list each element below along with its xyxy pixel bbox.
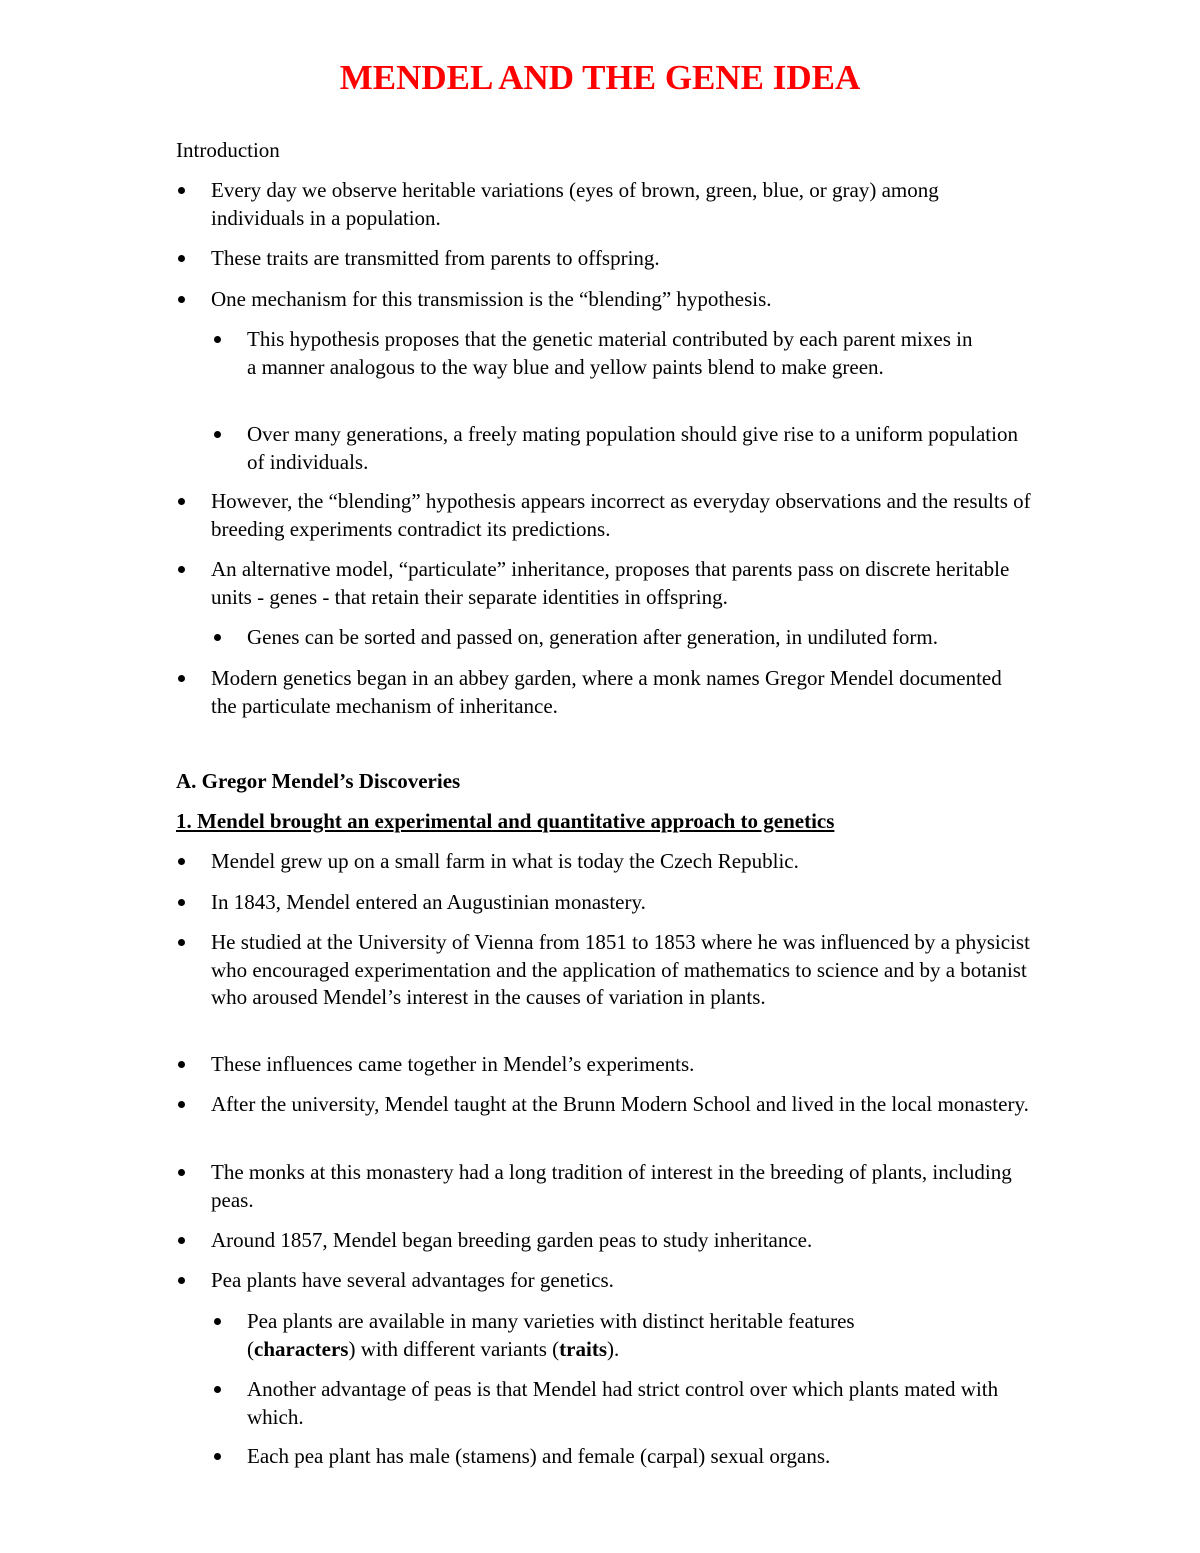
list-item: Each pea plant has male (stamens) and female (carpal) sexual organs. [247, 1443, 1027, 1471]
list-item: One mechanism for this transmission is the “blending” hypothesis. [211, 286, 1031, 314]
bullet-icon [178, 296, 185, 303]
bullet-icon [214, 1386, 221, 1393]
bullet-icon [178, 255, 185, 262]
subsection-heading: 1. Mendel brought an experimental and quantitative approach to genetics [176, 809, 835, 833]
varieties-text: Pea plants are available in many varieties with distinct heritable features (characters) with different variants (traits). [247, 1309, 855, 1361]
section-heading: A. Gregor Mendel’s Discoveries [176, 769, 461, 793]
list-item: After the university, Mendel taught at the Brunn Modern School and lived in the local monastery. [211, 1091, 1031, 1119]
list-item: Modern genetics began in an abbey garden, where a monk names Gregor Mendel documented the particulate mechanism of inheritance. [211, 665, 1031, 720]
list-item: Mendel grew up on a small farm in what is today the Czech Republic. [211, 848, 1031, 876]
term-characters: characters [254, 1336, 349, 1361]
bullet-icon [178, 1237, 185, 1244]
bullet-icon [178, 187, 185, 194]
bullet-icon [178, 858, 185, 865]
list-item: The monks at this monastery had a long tradition of interest in the breeding of plants, including peas. [211, 1159, 1031, 1214]
list-item: This hypothesis proposes that the genetic material contributed by each parent mixes in a manner analogous to the way blue and yellow paints blend to make green. [247, 326, 987, 381]
list-item: However, the “blending” hypothesis appears incorrect as everyday observations and the results of breeding experiments contradict its predictions. [211, 488, 1031, 543]
bullet-icon [178, 566, 185, 573]
list-item: Around 1857, Mendel began breeding garden peas to study inheritance. [211, 1227, 1031, 1255]
list-item: Another advantage of peas is that Mendel had strict control over which plants mated with which. [247, 1376, 1007, 1431]
bullet-icon [178, 1061, 185, 1068]
list-item [247, 1308, 967, 1363]
list-item: Every day we observe heritable variations (eyes of brown, green, blue, or gray) among individuals in a population. [211, 177, 1031, 232]
bullet-icon [178, 1169, 185, 1176]
bullet-icon [178, 1101, 185, 1108]
introduction-heading: Introduction [176, 138, 280, 162]
bullet-icon [178, 675, 185, 682]
bullet-icon [214, 336, 221, 343]
bullet-icon [214, 431, 221, 438]
list-item: Over many generations, a freely mating population should give rise to a uniform population of individuals. [247, 421, 1027, 476]
bullet-icon [214, 1453, 221, 1460]
list-item: Genes can be sorted and passed on, generation after generation, in undiluted form. [247, 624, 1027, 652]
list-item: In 1843, Mendel entered an Augustinian monastery. [211, 889, 1031, 917]
document-title: MENDEL AND THE GENE IDEA [339, 58, 861, 97]
list-item: Pea plants have several advantages for genetics. [211, 1267, 1031, 1295]
bullet-icon [178, 1277, 185, 1284]
bullet-icon [178, 899, 185, 906]
list-item: These influences came together in Mendel’s experiments. [211, 1051, 1031, 1079]
bullet-icon [214, 634, 221, 641]
list-item: An alternative model, “particulate” inheritance, proposes that parents pass on discrete heritable units - genes - that retain their separate identities in offspring. [211, 556, 1031, 611]
list-item: These traits are transmitted from parents to offspring. [211, 245, 1031, 273]
list-item: He studied at the University of Vienna from 1851 to 1853 where he was influenced by a physicist who encouraged experimentation and the application of mathematics to science and by a botanist who aroused Mendel’s interest in the causes of variation in plants. [211, 929, 1031, 1012]
bullet-icon [178, 939, 185, 946]
term-traits: traits [559, 1336, 607, 1361]
bullet-icon [178, 498, 185, 505]
bullet-icon [214, 1318, 221, 1325]
